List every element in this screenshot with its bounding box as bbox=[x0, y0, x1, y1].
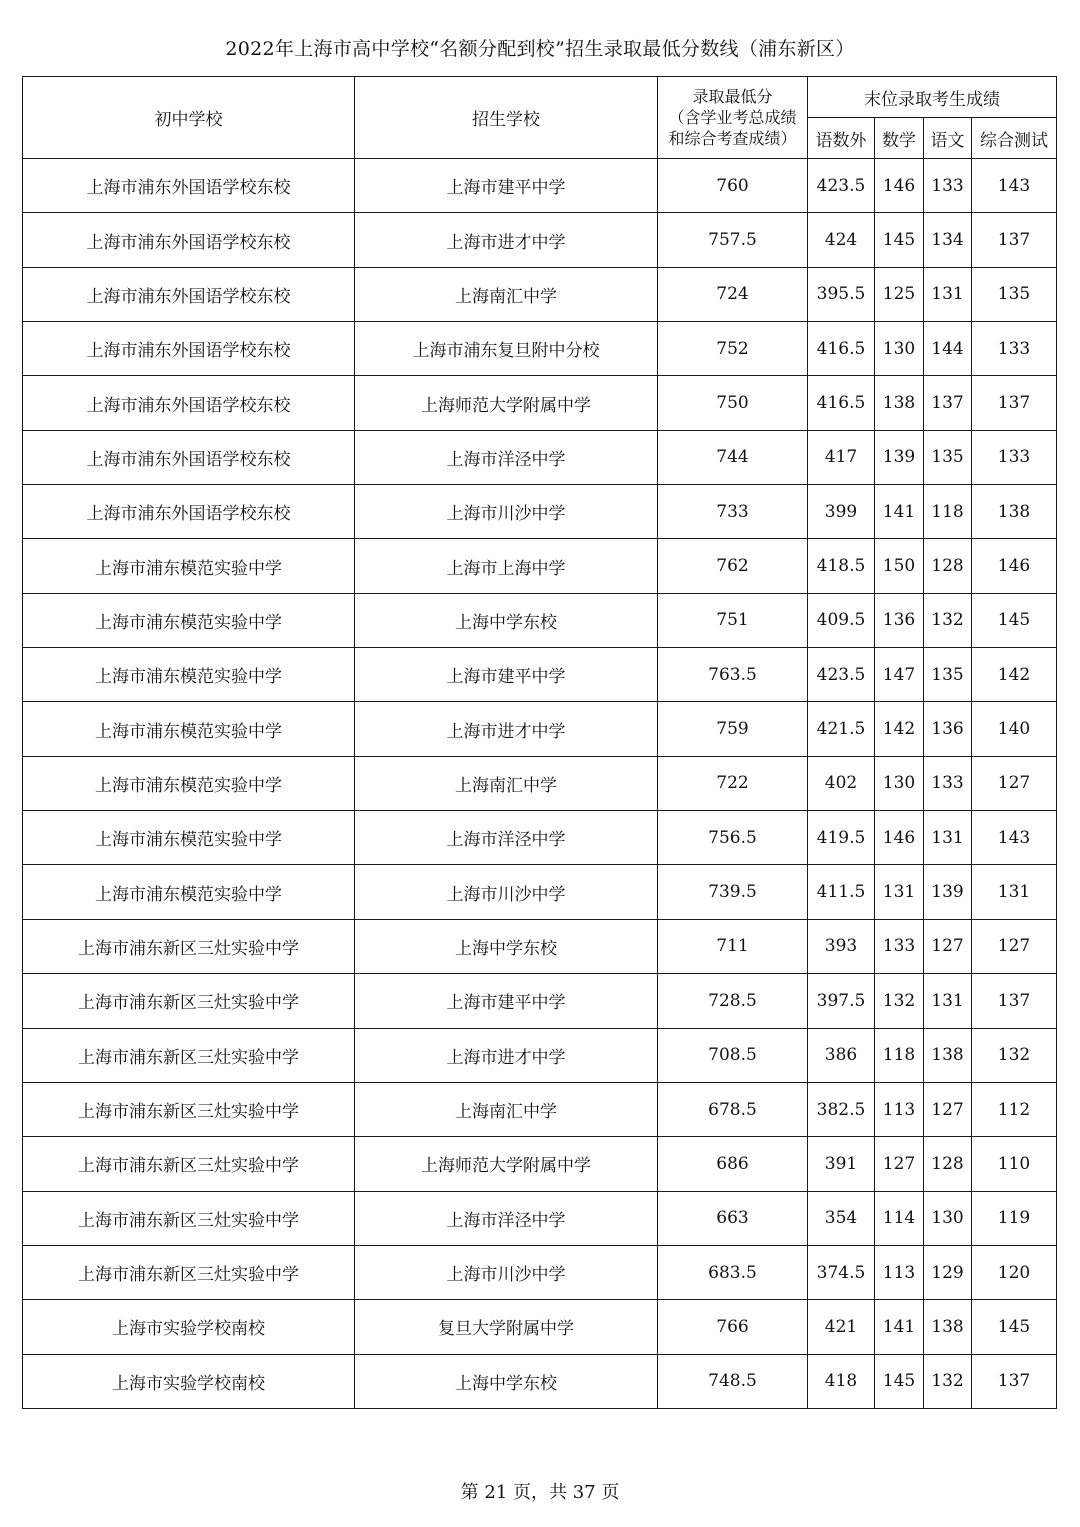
cell-enroll-school: 上海市进才中学 bbox=[355, 1028, 658, 1082]
table-row bbox=[23, 702, 1057, 756]
cell-comprehensive: 120 bbox=[972, 1245, 1057, 1299]
cell-yuwenwai: 418.5 bbox=[808, 539, 875, 593]
cell-comprehensive: 112 bbox=[972, 1082, 1057, 1136]
cell-chinese: 127 bbox=[924, 1082, 972, 1136]
table-row bbox=[23, 539, 1057, 593]
cell-junior-school: 上海市浦东外国语学校东校 bbox=[23, 485, 355, 539]
cell-min-score: 686 bbox=[658, 1137, 808, 1191]
cell-yuwenwai: 417 bbox=[808, 430, 875, 484]
table-row bbox=[23, 213, 1057, 267]
cell-yuwenwai: 397.5 bbox=[808, 974, 875, 1028]
cell-comprehensive: 138 bbox=[972, 485, 1057, 539]
cell-junior-school: 上海市浦东模范实验中学 bbox=[23, 811, 355, 865]
header-min-score-line1: 录取最低分 bbox=[692, 87, 773, 106]
cell-chinese: 138 bbox=[924, 1028, 972, 1082]
cell-enroll-school: 上海南汇中学 bbox=[355, 756, 658, 810]
cell-math: 147 bbox=[875, 648, 924, 702]
cell-chinese: 137 bbox=[924, 376, 972, 430]
cell-enroll-school: 上海市川沙中学 bbox=[355, 1245, 658, 1299]
cell-min-score: 711 bbox=[658, 919, 808, 973]
table-row bbox=[23, 267, 1057, 321]
cell-math: 130 bbox=[875, 322, 924, 376]
cell-chinese: 138 bbox=[924, 1300, 972, 1354]
cell-comprehensive: 146 bbox=[972, 539, 1057, 593]
cell-enroll-school: 上海市进才中学 bbox=[355, 702, 658, 756]
cell-junior-school: 上海市浦东新区三灶实验中学 bbox=[23, 974, 355, 1028]
cell-min-score: 708.5 bbox=[658, 1028, 808, 1082]
table-row bbox=[23, 322, 1057, 376]
cell-math: 133 bbox=[875, 919, 924, 973]
header-min-score-line2: （含学业考总成绩 bbox=[668, 108, 797, 127]
cell-min-score: 762 bbox=[658, 539, 808, 593]
cell-min-score: 724 bbox=[658, 267, 808, 321]
table-row bbox=[23, 1028, 1057, 1082]
cell-comprehensive: 145 bbox=[972, 593, 1057, 647]
cell-math: 118 bbox=[875, 1028, 924, 1082]
cell-junior-school: 上海市浦东新区三灶实验中学 bbox=[23, 1191, 355, 1245]
cell-yuwenwai: 418 bbox=[808, 1354, 875, 1408]
cell-junior-school: 上海市浦东模范实验中学 bbox=[23, 539, 355, 593]
cell-math: 145 bbox=[875, 1354, 924, 1408]
table-row bbox=[23, 974, 1057, 1028]
cell-comprehensive: 140 bbox=[972, 702, 1057, 756]
cell-chinese: 135 bbox=[924, 430, 972, 484]
cell-comprehensive: 127 bbox=[972, 756, 1057, 810]
cell-comprehensive: 137 bbox=[972, 213, 1057, 267]
header-junior-school: 初中学校 bbox=[23, 77, 355, 159]
cell-chinese: 135 bbox=[924, 648, 972, 702]
cell-math: 114 bbox=[875, 1191, 924, 1245]
cell-math: 145 bbox=[875, 213, 924, 267]
cell-min-score: 739.5 bbox=[658, 865, 808, 919]
cell-yuwenwai: 402 bbox=[808, 756, 875, 810]
cell-min-score: 663 bbox=[658, 1191, 808, 1245]
cell-junior-school: 上海市浦东新区三灶实验中学 bbox=[23, 1245, 355, 1299]
cell-chinese: 131 bbox=[924, 811, 972, 865]
cell-chinese: 128 bbox=[924, 1137, 972, 1191]
cell-junior-school: 上海市实验学校南校 bbox=[23, 1300, 355, 1354]
cell-enroll-school: 上海中学东校 bbox=[355, 1354, 658, 1408]
cell-min-score: 728.5 bbox=[658, 974, 808, 1028]
table-row bbox=[23, 593, 1057, 647]
header-comprehensive: 综合测试 bbox=[972, 118, 1057, 159]
cell-min-score: 744 bbox=[658, 430, 808, 484]
header-enroll-school: 招生学校 bbox=[355, 77, 658, 159]
cell-chinese: 132 bbox=[924, 593, 972, 647]
cell-math: 138 bbox=[875, 376, 924, 430]
cell-min-score: 678.5 bbox=[658, 1082, 808, 1136]
cell-min-score: 752 bbox=[658, 322, 808, 376]
cell-yuwenwai: 424 bbox=[808, 213, 875, 267]
cell-chinese: 130 bbox=[924, 1191, 972, 1245]
cell-yuwenwai: 386 bbox=[808, 1028, 875, 1082]
cell-chinese: 132 bbox=[924, 1354, 972, 1408]
cell-comprehensive: 143 bbox=[972, 159, 1057, 213]
cell-math: 142 bbox=[875, 702, 924, 756]
table-row bbox=[23, 919, 1057, 973]
cell-comprehensive: 133 bbox=[972, 430, 1057, 484]
cell-junior-school: 上海市浦东新区三灶实验中学 bbox=[23, 919, 355, 973]
cell-chinese: 131 bbox=[924, 267, 972, 321]
cell-math: 146 bbox=[875, 159, 924, 213]
cell-enroll-school: 上海南汇中学 bbox=[355, 1082, 658, 1136]
cell-min-score: 722 bbox=[658, 756, 808, 810]
table-row bbox=[23, 1137, 1057, 1191]
header-min-score-line3: 和综合考查成绩） bbox=[668, 129, 797, 148]
table-row bbox=[23, 1354, 1057, 1408]
cell-yuwenwai: 423.5 bbox=[808, 648, 875, 702]
cell-junior-school: 上海市实验学校南校 bbox=[23, 1354, 355, 1408]
cell-yuwenwai: 416.5 bbox=[808, 322, 875, 376]
cell-min-score: 757.5 bbox=[658, 213, 808, 267]
cell-chinese: 134 bbox=[924, 213, 972, 267]
cell-math: 146 bbox=[875, 811, 924, 865]
cell-chinese: 133 bbox=[924, 159, 972, 213]
cell-enroll-school: 上海市川沙中学 bbox=[355, 865, 658, 919]
cell-chinese: 133 bbox=[924, 756, 972, 810]
table-body bbox=[23, 159, 1057, 1409]
table-row bbox=[23, 1191, 1057, 1245]
cell-enroll-school: 上海市进才中学 bbox=[355, 213, 658, 267]
cell-junior-school: 上海市浦东外国语学校东校 bbox=[23, 159, 355, 213]
cell-enroll-school: 上海南汇中学 bbox=[355, 267, 658, 321]
cell-comprehensive: 142 bbox=[972, 648, 1057, 702]
cell-math: 130 bbox=[875, 756, 924, 810]
cell-comprehensive: 137 bbox=[972, 1354, 1057, 1408]
cell-comprehensive: 132 bbox=[972, 1028, 1057, 1082]
cell-math: 139 bbox=[875, 430, 924, 484]
cell-comprehensive: 145 bbox=[972, 1300, 1057, 1354]
cell-chinese: 129 bbox=[924, 1245, 972, 1299]
cell-enroll-school: 上海市川沙中学 bbox=[355, 485, 658, 539]
cell-chinese: 144 bbox=[924, 322, 972, 376]
cell-enroll-school: 上海市洋泾中学 bbox=[355, 430, 658, 484]
cell-yuwenwai: 421 bbox=[808, 1300, 875, 1354]
cell-yuwenwai: 393 bbox=[808, 919, 875, 973]
table-row bbox=[23, 1300, 1057, 1354]
table-row bbox=[23, 756, 1057, 810]
cell-min-score: 760 bbox=[658, 159, 808, 213]
cell-comprehensive: 137 bbox=[972, 974, 1057, 1028]
cell-math: 125 bbox=[875, 267, 924, 321]
cell-enroll-school: 上海市洋泾中学 bbox=[355, 1191, 658, 1245]
table-row bbox=[23, 1082, 1057, 1136]
table-header bbox=[23, 77, 1057, 159]
page-footer: 第 21 页，共 37 页 bbox=[460, 1482, 620, 1503]
cell-math: 131 bbox=[875, 865, 924, 919]
table-row bbox=[23, 865, 1057, 919]
cell-yuwenwai: 419.5 bbox=[808, 811, 875, 865]
cell-junior-school: 上海市浦东外国语学校东校 bbox=[23, 213, 355, 267]
cell-junior-school: 上海市浦东外国语学校东校 bbox=[23, 430, 355, 484]
header-math: 数学 bbox=[875, 118, 924, 159]
cell-math: 113 bbox=[875, 1082, 924, 1136]
cell-junior-school: 上海市浦东模范实验中学 bbox=[23, 756, 355, 810]
header-min-score bbox=[658, 77, 808, 159]
cell-yuwenwai: 409.5 bbox=[808, 593, 875, 647]
cell-enroll-school: 上海师范大学附属中学 bbox=[355, 376, 658, 430]
table-row bbox=[23, 376, 1057, 430]
cell-yuwenwai: 399 bbox=[808, 485, 875, 539]
cell-math: 150 bbox=[875, 539, 924, 593]
cell-yuwenwai: 391 bbox=[808, 1137, 875, 1191]
cell-enroll-school: 上海市建平中学 bbox=[355, 974, 658, 1028]
cell-min-score: 683.5 bbox=[658, 1245, 808, 1299]
cell-junior-school: 上海市浦东模范实验中学 bbox=[23, 593, 355, 647]
cell-yuwenwai: 382.5 bbox=[808, 1082, 875, 1136]
cell-enroll-school: 上海中学东校 bbox=[355, 593, 658, 647]
cell-chinese: 128 bbox=[924, 539, 972, 593]
cell-comprehensive: 135 bbox=[972, 267, 1057, 321]
cell-min-score: 733 bbox=[658, 485, 808, 539]
cell-junior-school: 上海市浦东模范实验中学 bbox=[23, 865, 355, 919]
cell-yuwenwai: 374.5 bbox=[808, 1245, 875, 1299]
table-row bbox=[23, 811, 1057, 865]
cell-yuwenwai: 354 bbox=[808, 1191, 875, 1245]
cell-yuwenwai: 416.5 bbox=[808, 376, 875, 430]
cell-chinese: 136 bbox=[924, 702, 972, 756]
cell-enroll-school: 上海市洋泾中学 bbox=[355, 811, 658, 865]
cell-yuwenwai: 411.5 bbox=[808, 865, 875, 919]
cell-min-score: 756.5 bbox=[658, 811, 808, 865]
cell-math: 132 bbox=[875, 974, 924, 1028]
cell-math: 141 bbox=[875, 1300, 924, 1354]
cell-enroll-school: 上海市建平中学 bbox=[355, 159, 658, 213]
cell-comprehensive: 143 bbox=[972, 811, 1057, 865]
cell-junior-school: 上海市浦东外国语学校东校 bbox=[23, 322, 355, 376]
cell-chinese: 127 bbox=[924, 919, 972, 973]
cell-comprehensive: 119 bbox=[972, 1191, 1057, 1245]
cell-min-score: 750 bbox=[658, 376, 808, 430]
table-row bbox=[23, 159, 1057, 213]
cell-comprehensive: 127 bbox=[972, 919, 1057, 973]
cell-junior-school: 上海市浦东模范实验中学 bbox=[23, 648, 355, 702]
cell-junior-school: 上海市浦东外国语学校东校 bbox=[23, 267, 355, 321]
cell-junior-school: 上海市浦东模范实验中学 bbox=[23, 702, 355, 756]
cell-chinese: 139 bbox=[924, 865, 972, 919]
cell-math: 136 bbox=[875, 593, 924, 647]
table-row bbox=[23, 1245, 1057, 1299]
cell-comprehensive: 137 bbox=[972, 376, 1057, 430]
cell-min-score: 763.5 bbox=[658, 648, 808, 702]
cell-junior-school: 上海市浦东外国语学校东校 bbox=[23, 376, 355, 430]
cell-enroll-school: 上海市建平中学 bbox=[355, 648, 658, 702]
cell-math: 141 bbox=[875, 485, 924, 539]
cell-comprehensive: 131 bbox=[972, 865, 1057, 919]
page-title: 2022年上海市高中学校“名额分配到校”招生录取最低分数线（浦东新区） bbox=[225, 38, 855, 60]
cell-math: 113 bbox=[875, 1245, 924, 1299]
cell-comprehensive: 133 bbox=[972, 322, 1057, 376]
cell-math: 127 bbox=[875, 1137, 924, 1191]
header-last-student: 末位录取考生成绩 bbox=[808, 77, 1057, 118]
cell-min-score: 759 bbox=[658, 702, 808, 756]
cell-enroll-school: 上海市浦东复旦附中分校 bbox=[355, 322, 658, 376]
cell-chinese: 131 bbox=[924, 974, 972, 1028]
cell-enroll-school: 上海师范大学附属中学 bbox=[355, 1137, 658, 1191]
table-row bbox=[23, 648, 1057, 702]
cell-enroll-school: 上海中学东校 bbox=[355, 919, 658, 973]
cell-yuwenwai: 395.5 bbox=[808, 267, 875, 321]
header-yuwenwai: 语数外 bbox=[808, 118, 875, 159]
table-row bbox=[23, 485, 1057, 539]
cell-min-score: 766 bbox=[658, 1300, 808, 1354]
cell-min-score: 748.5 bbox=[658, 1354, 808, 1408]
cell-junior-school: 上海市浦东新区三灶实验中学 bbox=[23, 1082, 355, 1136]
cell-yuwenwai: 423.5 bbox=[808, 159, 875, 213]
cell-yuwenwai: 421.5 bbox=[808, 702, 875, 756]
cell-junior-school: 上海市浦东新区三灶实验中学 bbox=[23, 1137, 355, 1191]
cell-enroll-school: 上海市上海中学 bbox=[355, 539, 658, 593]
cell-min-score: 751 bbox=[658, 593, 808, 647]
cell-junior-school: 上海市浦东新区三灶实验中学 bbox=[23, 1028, 355, 1082]
cell-enroll-school: 复旦大学附属中学 bbox=[355, 1300, 658, 1354]
table-row bbox=[23, 430, 1057, 484]
score-table bbox=[22, 76, 1057, 1409]
cell-chinese: 118 bbox=[924, 485, 972, 539]
cell-comprehensive: 110 bbox=[972, 1137, 1057, 1191]
header-chinese: 语文 bbox=[924, 118, 972, 159]
